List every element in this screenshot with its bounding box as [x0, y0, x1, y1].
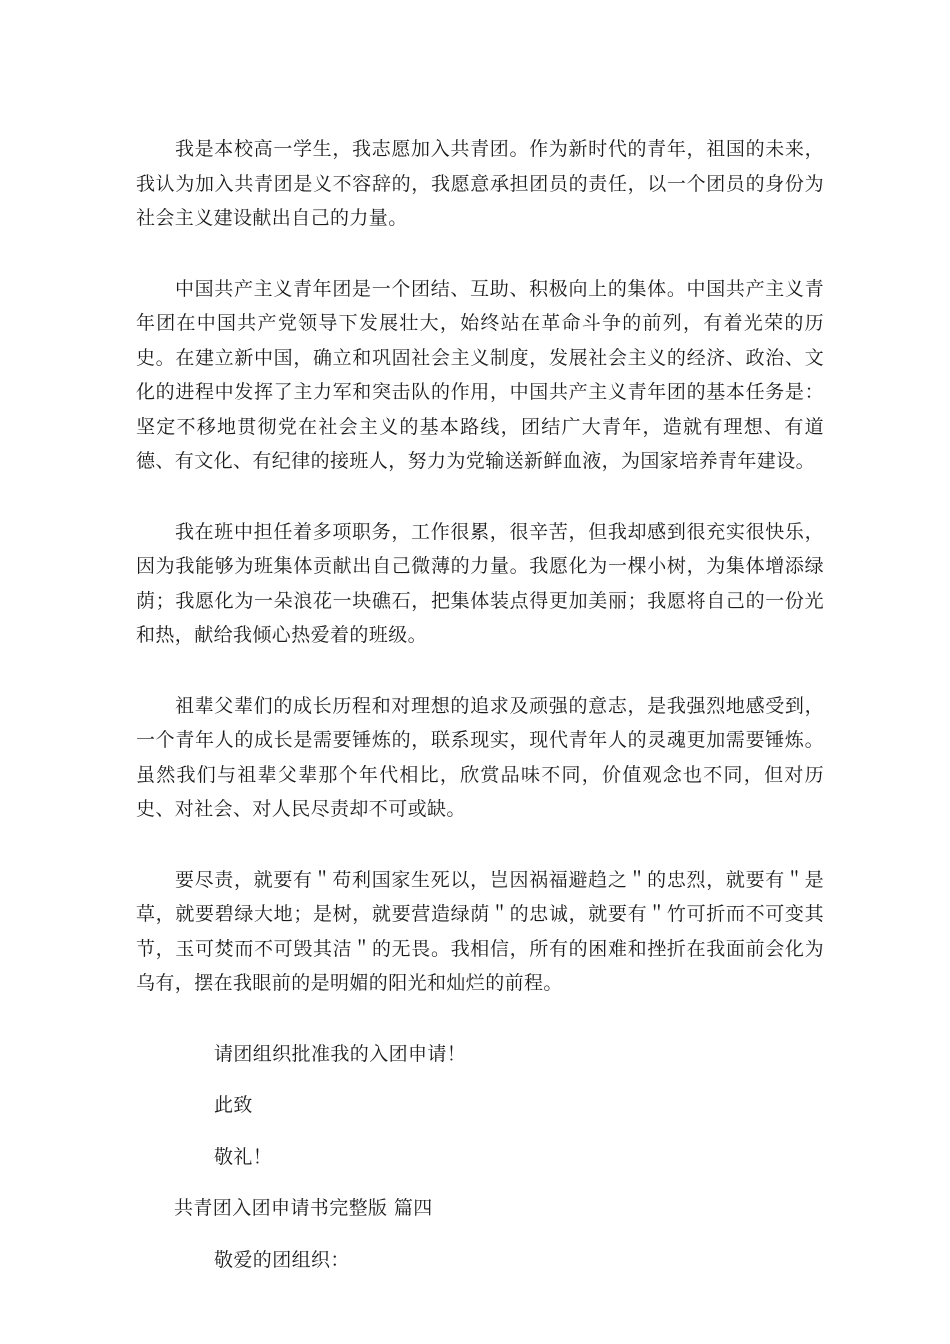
paragraph-3: 我在班中担任着多项职务，工作很累，很辛苦，但我却感到很充实很快乐，因为我能够为班集体贡献出自己微薄的力量。我愿化为一棵小树，为集体增添绿荫；我愿化为一朵浪花一块礁石，把集体装点得更加美丽；我愿将自己的一份光和热，献给我倾心热爱着的班级。 — [136, 520, 824, 646]
document-body — [136, 132, 824, 1294]
closing-line-1: 此致 — [214, 1094, 253, 1116]
closing-line-2: 敬礼！ — [214, 1145, 273, 1168]
paragraph-4: 祖辈父辈们的成长历程和对理想的追求及顽强的意志，是我强烈地感受到，一个青年人的成长是需要锤炼的，联系现实，现代青年人的灵魂更加需要锤炼。虽然我们与祖辈父辈那个年代相比，欣赏品味不同，价值观念也不同，但对历史、对社会、对人民尽责却不可或缺。 — [136, 694, 824, 820]
request-line: 请团组织批准我的入团申请！ — [214, 1042, 467, 1065]
salutation: 敬爱的团组织： — [214, 1248, 350, 1271]
paragraph-1: 我是本校高一学生，我志愿加入共青团。作为新时代的青年，祖国的未来，我认为加入共青团是义不容辞的，我愿意承担团员的责任，以一个团员的身份为社会主义建设献出自己的力量。 — [136, 138, 824, 229]
paragraph-5: 要尽责，就要有＂苟利国家生死以，岂因祸福避趋之＂的忠烈，就要有＂是草，就要碧绿大地；是树，就要营造绿荫＂的忠诚，就要有＂竹可折而不可变其节，玉可焚而不可毁其洁＂的无畏。我相信，所有的困难和挫折在我面前会化为乌有，摆在我眼前的是明媚的阳光和灿烂的前程。 — [136, 868, 824, 994]
paragraph-2: 中国共产主义青年团是一个团结、互助、积极向上的集体。中国共产主义青年团在中国共产党领导下发展壮大，始终站在革命斗争的前列，有着光荣的历史。在建立新中国，确立和巩固社会主义制度，发展社会主义的经济、政治、文化的进程中发挥了主力军和突击队的作用，中国共产主义青年团的基本任务是：坚定不移地贯彻党在社会主义的基本路线，团结广大青年，造就有理想、有道德、有文化、有纪律的接班人，努力为党输送新鲜血液，为国家培养青年建设。 — [136, 277, 824, 472]
section-title: 共青团入团申请书完整版 篇四 — [174, 1197, 433, 1219]
